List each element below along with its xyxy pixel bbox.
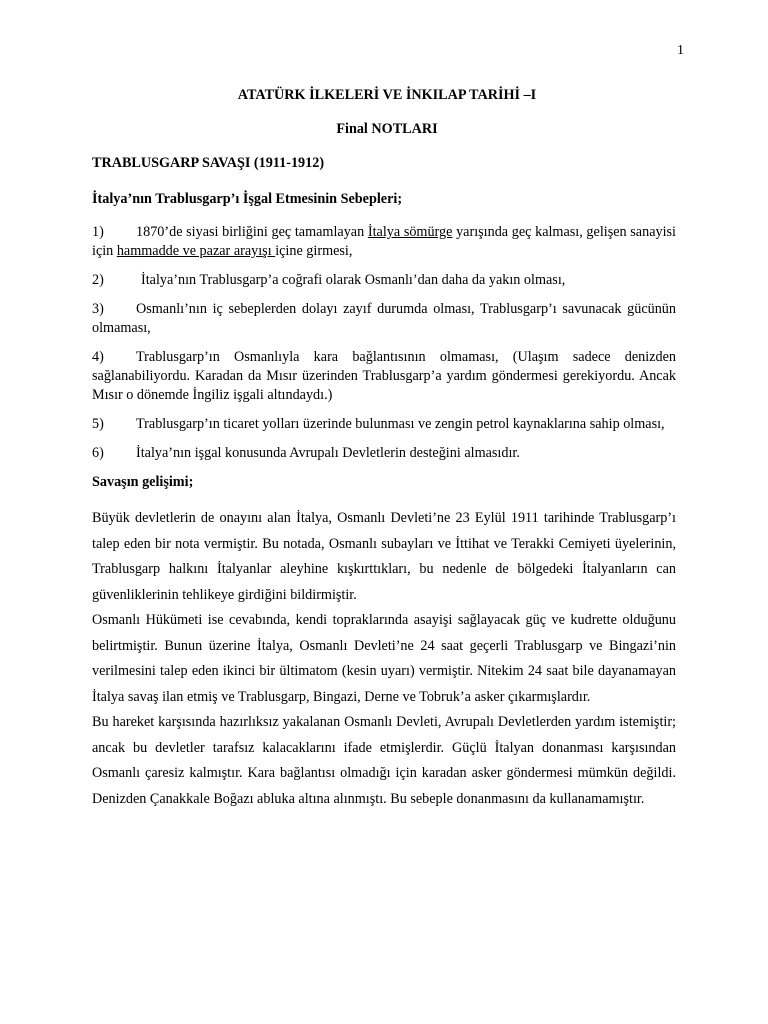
document-content	[92, 86, 676, 812]
reason-text: Trablusgarp’ın ticaret yolları üzerinde bulunması ve zengin petrol kaynaklarına sahip olması,	[136, 416, 665, 432]
reason-text: Osmanlı’nın iç sebeplerden dolayı zayıf durumda olması, Trablusgarp’ı savunacak gücünün olmaması,	[92, 301, 676, 336]
reason-text: İtalya’nın Trablusgarp’a coğrafi olarak Osmanlı’dan daha da yakın olması,	[141, 272, 566, 288]
reason-number: 5)	[92, 416, 104, 432]
document-subtitle: Final NOTLARI	[336, 121, 438, 137]
body-paragraph: Büyük devletlerin de onayını alan İtalya, Osmanlı Devleti’ne 23 Eylül 1911 tarihinde Trablusgarp’ı talep eden bir nota vermiştir. Bu notada, Osmanlı subayları ve İttihat ve Terakki Cemiyeti üyelerinin, Trablusgarp halkını İtalyanlar aleyhine kışkırttıkları, bu nedenle de bölgedeki İtalyanların can güvenliklerinin tehlikeye girdiğini bildirmiştir.	[92, 510, 676, 603]
reasons-list	[92, 223, 676, 463]
reason-number: 6)	[92, 445, 104, 461]
reason-emphasis: İtalya sömürge	[367, 224, 453, 240]
reason-item	[92, 300, 676, 338]
body-paragraph: Bu hareket karşısında hazırlıksız yakalanan Osmanlı Devleti, Avrupalı Devletlerden yardım istemiştir; ancak bu devletler tarafsız kalacaklarını ifade etmişlerdir. Güçlü İtalyan donanması karşısından Osmanlı çaresiz kalmıştır. Kara bağlantısı olmadığı için karadan asker göndermesi mümkün değildi. Denizden Çanakkale Boğazı abluka altına alınmıştı. Bu sebeple donanmasını da kullanamamıştır.	[92, 714, 676, 807]
reason-item	[92, 271, 676, 290]
reason-number: 3)	[92, 301, 104, 317]
reasons-heading: İtalya’nın Trablusgarp’ı İşgal Etmesinin Sebepleri;	[92, 191, 403, 207]
reason-item	[92, 223, 676, 261]
reason-text: yarışında geç kalması, gelişen sanayisi için	[92, 224, 676, 259]
reason-text: içine girmesi,	[275, 243, 353, 259]
document-title: ATATÜRK İLKELERİ VE İNKILAP TARİHİ –I	[237, 87, 537, 103]
reason-item	[92, 415, 676, 434]
reason-item	[92, 348, 676, 405]
development-paragraphs	[92, 506, 676, 812]
section-heading: TRABLUSGARP SAVAŞI (1911-1912)	[92, 155, 325, 171]
reason-text: İtalya’nın işgal konusunda Avrupalı Devletlerin desteğini almasıdır.	[136, 445, 520, 461]
page-number: 1	[677, 43, 684, 58]
reason-item	[92, 444, 676, 463]
body-paragraph: Osmanlı Hükümeti ise cevabında, kendi topraklarında asayişi sağlayacak güç ve kudrette olduğunu belirtmiştir. Bunun üzerine İtalya, Osmanlı Devleti’ne 24 saat geçerli Trablusgarp ve Bingazi’nin verilmesini talep eden ikinci bir ültimatom (kesin uyarı) vermiştir. Nitekim 24 saat bile dayanamayan İtalya savaş ilan etmiş ve Trablusgarp, Bingazi, Derne ve Tobruk’a asker çıkarmışlardır.	[92, 612, 676, 705]
reason-number: 2)	[92, 272, 104, 288]
development-heading: Savaşın gelişimi;	[92, 474, 194, 490]
reason-number: 4)	[92, 349, 104, 365]
reason-number: 1)	[92, 224, 104, 240]
reason-text: 1870’de siyasi birliğini geç tamamlayan	[136, 224, 368, 240]
reason-text: Trablusgarp’ın Osmanlıyla kara bağlantısının olmaması, (Ulaşım sadece denizden sağlanabiliyordu. Karadan da Mısır üzerinden Trablusgarp’a yardım göndermesi gerekiyordu. Ancak Mısır o dönemde İngiliz işgali altındaydı.)	[92, 349, 676, 403]
reason-emphasis: hammadde ve pazar arayışı	[116, 243, 276, 259]
